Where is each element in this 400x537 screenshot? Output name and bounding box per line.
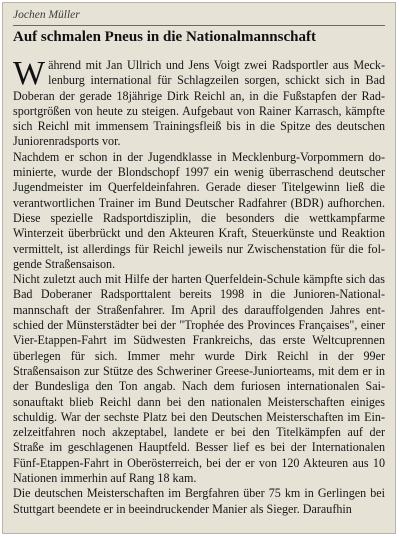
paragraph-1-text: ährend mit Jan Ullrich und Jens Voigt zwei Radsportler aus Mecklenburg international für Schlagzeilen sorgen, schickt sich in Bad Doberan der gerade 18jährige Dirk Reichl an, in die Fußstapfen der Radsportgrößen von heute zu steigen. Aufgebaut von Rainer Karrasch, kämpfte sich Reichl mit immensem Trainingsfleiß bis in die Spitze des deutschen Juniorenradsports vor. <box>13 58 385 149</box>
paragraph-2: Nachdem er schon in der Jugendklasse in Mecklenburg-Vorpommern dominierte, wurde der Blondschopf 1997 ein wenig überraschend deutscher Jugendmeister im Querfeldeinfahren. Gerade dieser Titelgewinn ließ die verantwortlichen Trainer im Bund Deutscher Radfahrer (BDR) aufhorchen. Diese spezielle Radsportdisziplin, die besonders die wettkampfarme Winterzeit überbrückt und den Akteuren Kraft, Steuerkünste und Reaktion vermittelt, ist allerdings für Reichl jeweils nur Zwischenstation für die folgende Straßensaison. <box>13 149 385 271</box>
paragraph-4: Die deutschen Meisterschaften im Bergfahren über 75 km in Gerlingen bei Stuttgart beendete er in beeindruckender Manier als Sieger. Daraufhin <box>13 486 385 516</box>
header-divider <box>13 25 385 26</box>
article-body <box>13 55 385 517</box>
paragraph-1 <box>13 55 385 150</box>
author-byline: Jochen Müller <box>13 9 80 21</box>
paragraph-3: Nicht zuletzt auch mit Hilfe der harten Querfeldein-Schule kämpfte sich das Bad Doberaner Radsporttalent bereits 1998 in die Junioren-Nationalmannschaft der Straßenfahrer. Im April des darauffolgenden Jahres entschied der Münsterstädter bei der "Trophée des Provinces Françaises", einer Vier-Etappen-Fahrt im Südwesten Frankreichs, das erste Weltcuprennen überlegen für sich. Immer mehr wurde Dirk Reichl in der 99er Straßensaison zur Stütze des Schweriner Greese-Juniorteams, mit dem er in der Bundesliga den Ton angab. Nach dem furiosen internationalen Saisonauftakt blieb Reichl dann bei den nationalen Meisterschaften einiges schuldig. War der sechste Platz bei den Deutschen Meisterschaften im Einzelzeitfahren noch akzeptabel, landete er bei den Titelkämpfen auf der Straße im geschlagenen Hauptfeld. Besser lief es bei der Internationalen Fünf-Etappen-Fahrt in Oberösterreich, bei der er von 120 Akteuren aus 10 Nationen immerhin auf Rang 18 kam. <box>13 272 385 486</box>
article-headline: Auf schmalen Pneus in die Nationalmannschaft <box>13 29 316 45</box>
drop-cap: W <box>13 55 46 92</box>
magazine-page <box>2 2 396 534</box>
